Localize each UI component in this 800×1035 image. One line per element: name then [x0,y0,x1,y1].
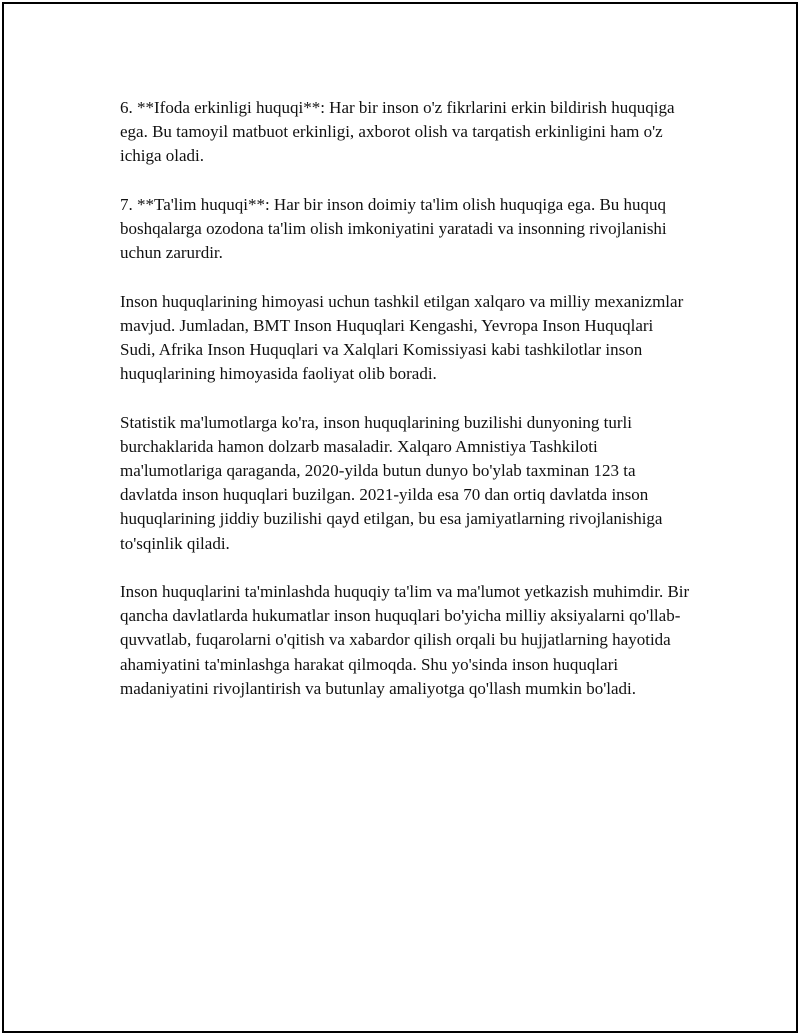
page-frame [2,2,798,1033]
paragraph-freedom-of-expression: 6. **Ifoda erkinligi huquqi**: Har bir inson o'z fikrlarini erkin bildirish huquqiga ega. Bu tamoyil matbuot erkinligi, axborot olish va tarqatish erkinligini ham o'z ichiga oladi. [120,98,675,166]
paragraph-statistics: Statistik ma'lumotlarga ko'ra, inson huquqlarining buzilishi dunyoning turli burchaklarida hamon dolzarb masaladir. Xalqaro Amnistiya Tashkiloti ma'lumotlariga qaraganda, 2020-yilda butun dunyo bo'ylab taxminan 123 ta davlatda inson huquqlari buzilgan. 2021-yilda esa 70 dan ortiq davlatda inson huquqlarining jiddiy buzilishi qayd etilgan, bu esa jamiyatlarning rivojlanishiga to'sqinlik qiladi. [120,412,663,553]
paragraph-right-to-education: 7. **Ta'lim huquqi**: Har bir inson doimiy ta'lim olish huquqiga ega. Bu huquq boshqalarga ozodona ta'lim olish imkoniyatini yaratadi va insonning rivojlanishi uchun zarurdir. [120,194,667,263]
paragraph-legal-education: Inson huquqlarini ta'minlashda huquqiy ta'lim va ma'lumot yetkazish muhimdir. Bir qancha davlatlarda hukumatlar inson huquqlari bo'yicha milliy aksiyalarni qo'llab-quvvatlab, fuqarolarni o'qitish va xabardor qilish orqali bu hujjatlarning hayotida ahamiyatini ta'minlashga harakat qilmoqda. Shu yo'sinda inson huquqlari madaniyatini rivojlantirish va butunlay amaliyotga qo'llash mumkin bo'ladi. [120,582,690,698]
paragraph-protection-mechanisms: Inson huquqlarining himoyasi uchun tashkil etilgan xalqaro va milliy mexanizmlar mavjud. Jumladan, BMT Inson Huquqlari Kengashi, Yevropa Inson Huquqlari Sudi, Afrika Inson Huquqlari va Xalqlari Komissiyasi kabi tashkilotlar inson huquqlarining himoyasida faoliyat olib boradi. [120,291,684,384]
document-body [120,96,690,725]
